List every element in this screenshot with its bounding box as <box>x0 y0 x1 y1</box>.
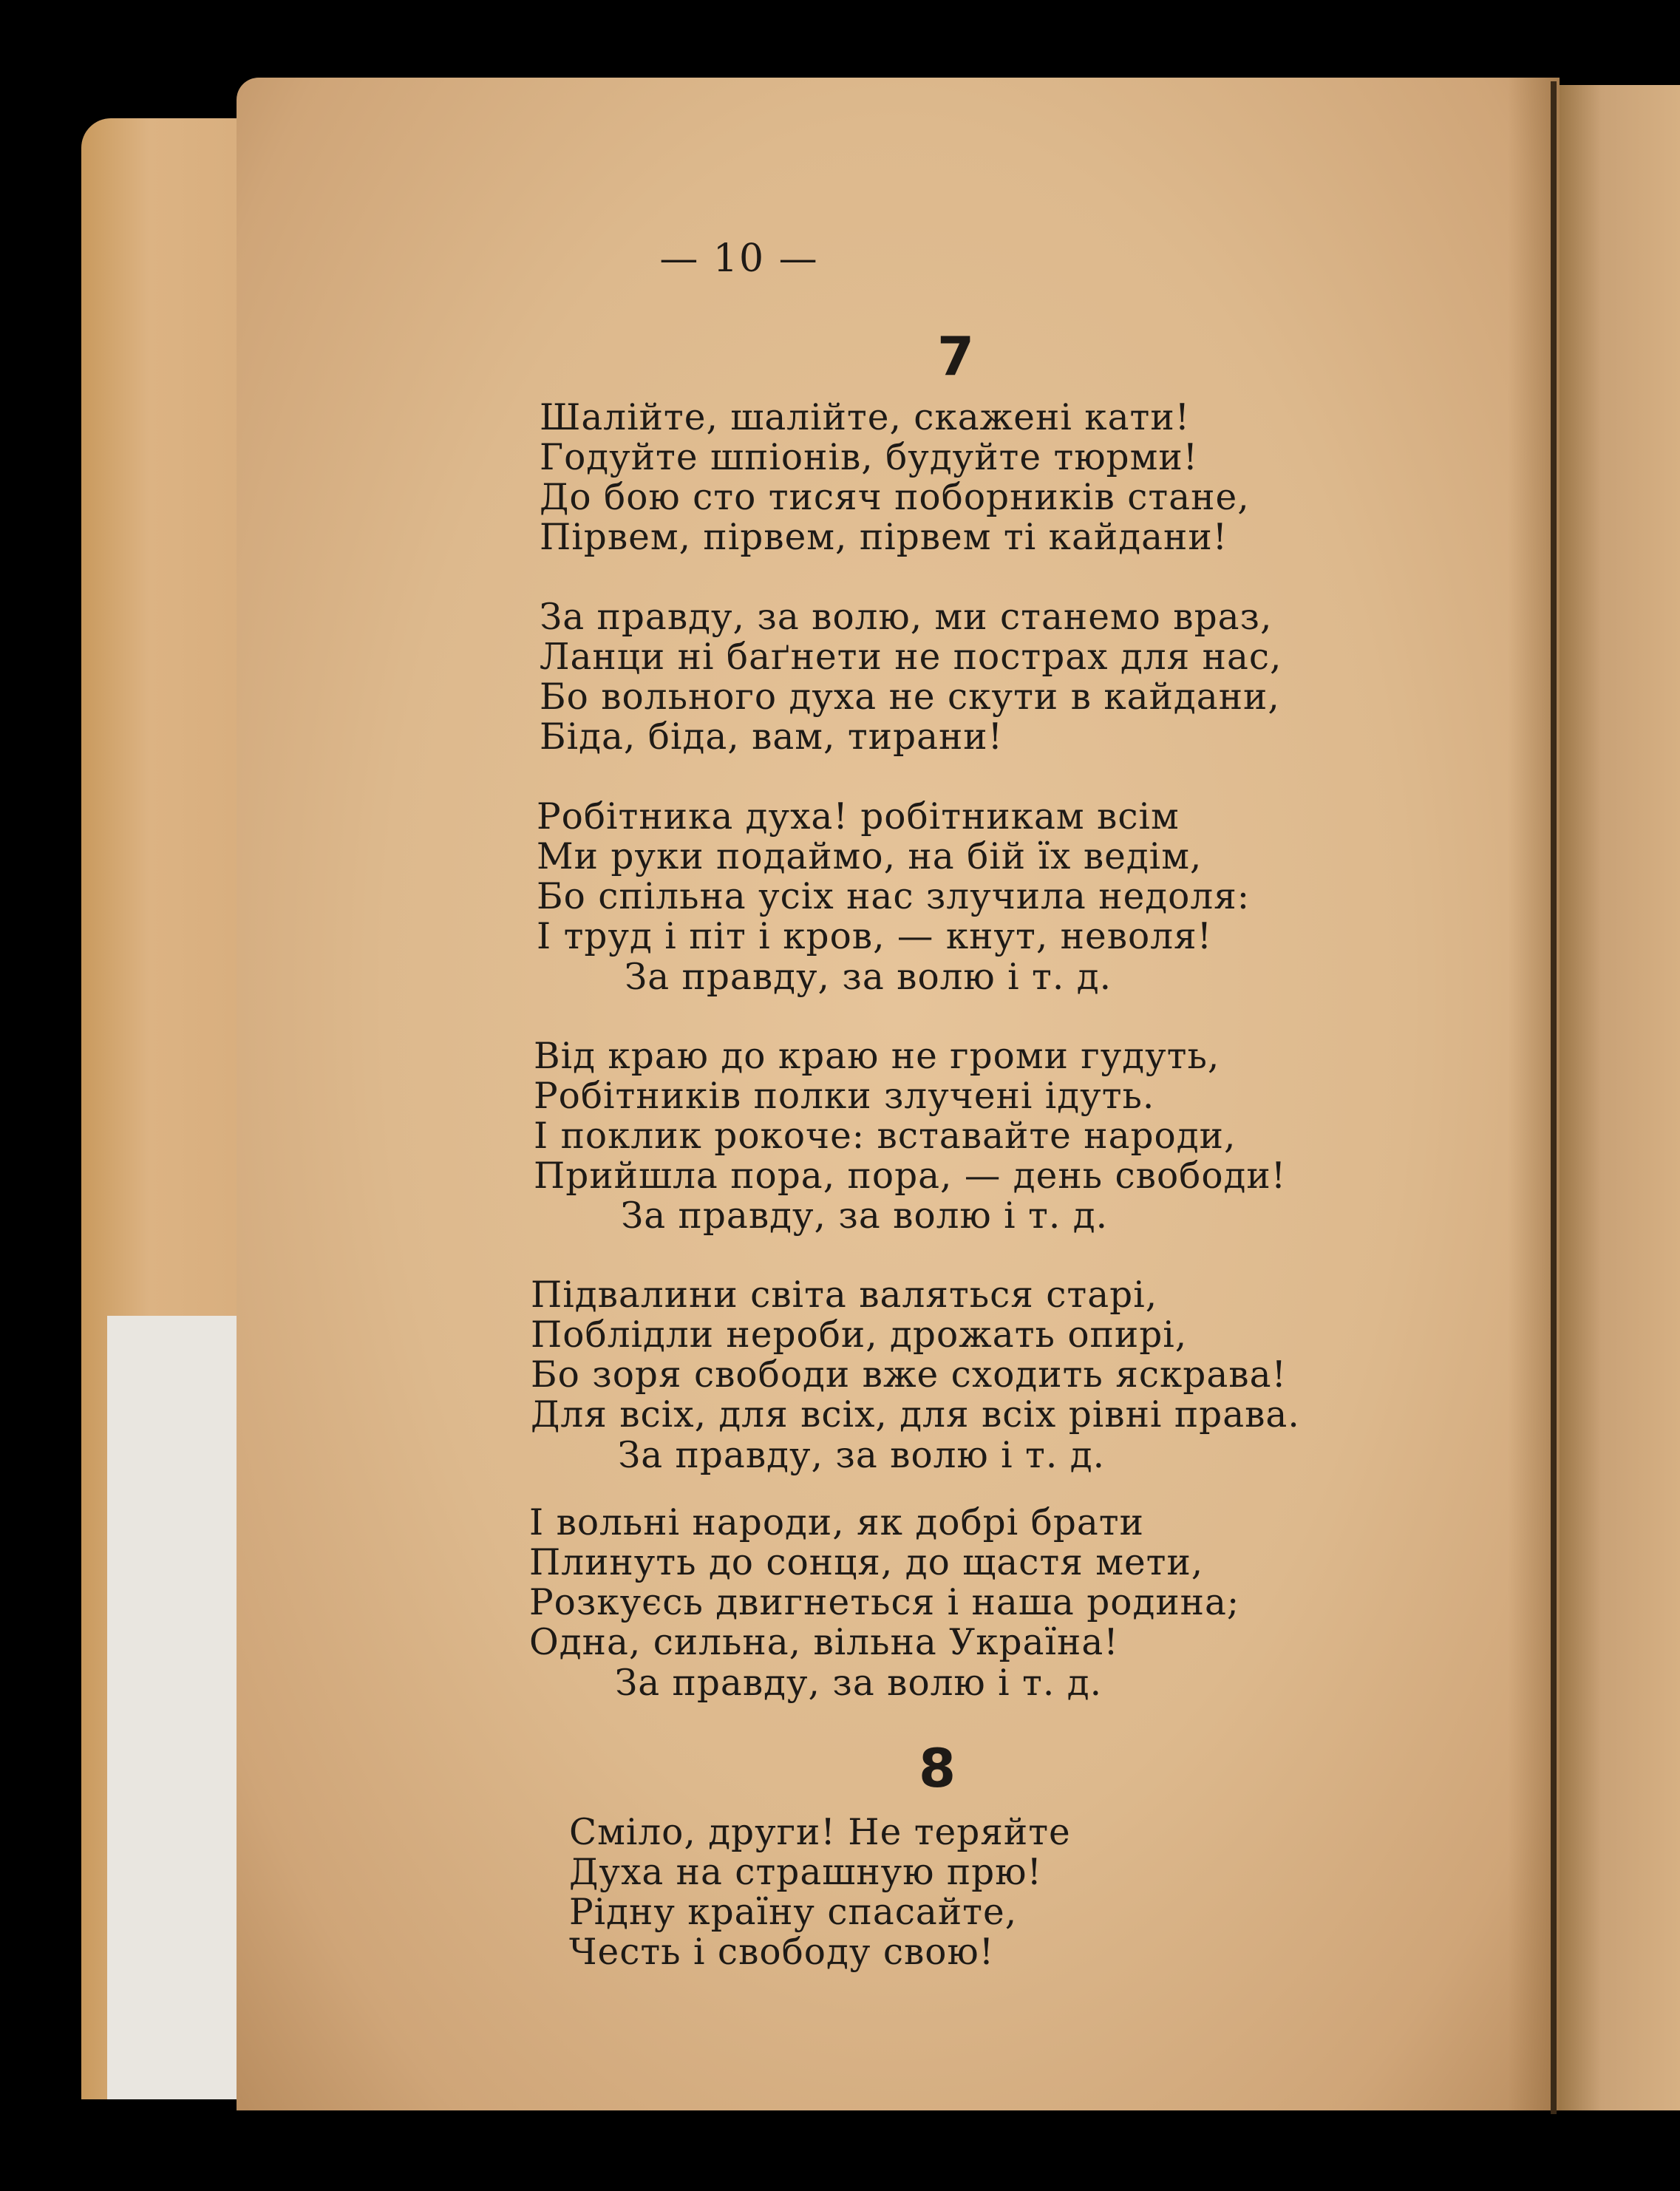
stanza <box>540 597 1282 757</box>
verse-line: Для всіх, для всіх, для всіх рівні права. <box>531 1394 1300 1436</box>
verse-line: До бою сто тисяч поборників стане, <box>540 477 1250 518</box>
verse-line: Годуйте шпіонів, будуйте тюрми! <box>540 437 1199 478</box>
verse-line: Робітників полки злучені ідуть. <box>534 1076 1155 1117</box>
verse-line: Одна, сильна, вільна Україна! <box>529 1622 1119 1663</box>
verse-line: І поклик рокоче: вставайте народи, <box>534 1115 1237 1157</box>
verse-line: Честь і свободу свою! <box>569 1932 995 1973</box>
refrain-line: За правду, за волю і т. д. <box>621 1195 1108 1237</box>
verse-line: Бо вольного духа не скути в кайдани, <box>540 676 1280 718</box>
verse-line: Бо спільна усіх нас злучила недоля: <box>537 876 1251 917</box>
verse-line: Пірвем, пірвем, пірвем ті кайдани! <box>540 517 1228 558</box>
stanza <box>529 1503 1239 1662</box>
verse-line: Духа на страшную прю! <box>569 1852 1042 1893</box>
refrain-line: За правду, за волю і т. д. <box>618 1435 1105 1476</box>
stanza <box>569 1813 1071 1972</box>
verse-line: Сміло, други! Не теряйте <box>569 1812 1071 1853</box>
stanza <box>534 1036 1286 1196</box>
verse-line: Бо зоря свободи вже сходить яскрава! <box>531 1354 1287 1396</box>
verse-line: І вольні народи, як добрі брати <box>529 1502 1144 1543</box>
verse-line: Ми руки подаймо, на бій їх ведім, <box>537 836 1203 877</box>
verse-line: І труд і піт і кров, — кнут, неволя! <box>537 916 1213 957</box>
stanza <box>540 398 1250 557</box>
verse-line: Біда, біда, вам, тирани! <box>540 716 1004 758</box>
verse-line: Прийшла пора, пора, — день свободи! <box>534 1155 1287 1197</box>
verse-line: Плинуть до сонця, до щастя мети, <box>529 1542 1204 1583</box>
song-number: 7 <box>936 325 975 387</box>
refrain-line: За правду, за волю і т. д. <box>625 957 1112 998</box>
verse-line: За правду, за волю, ми станемо враз, <box>540 597 1273 638</box>
verse-line: Від краю до краю не громи гудуть, <box>534 1036 1220 1077</box>
song-number: 8 <box>918 1737 956 1799</box>
verse-line: Поблідли нероби, дрожать опирі, <box>531 1314 1188 1356</box>
verse-line: Підвалини світа валяться старі, <box>531 1274 1158 1316</box>
refrain-line: За правду, за волю і т. д. <box>615 1662 1102 1704</box>
verse-line: Рідну країну спасайте, <box>569 1892 1018 1933</box>
page-number: — 10 — <box>659 237 819 281</box>
verse-line: Розкуєсь двигнеться і наша родина; <box>529 1582 1240 1623</box>
stanza <box>537 797 1250 957</box>
verse-line: Шалійте, шалійте, скажені кати! <box>540 397 1191 438</box>
verse-line: Ланци ні баґнети не пострах для нас, <box>540 636 1282 678</box>
verse-line: Робітника духа! робітникам всім <box>537 796 1180 838</box>
stanza <box>531 1275 1300 1435</box>
